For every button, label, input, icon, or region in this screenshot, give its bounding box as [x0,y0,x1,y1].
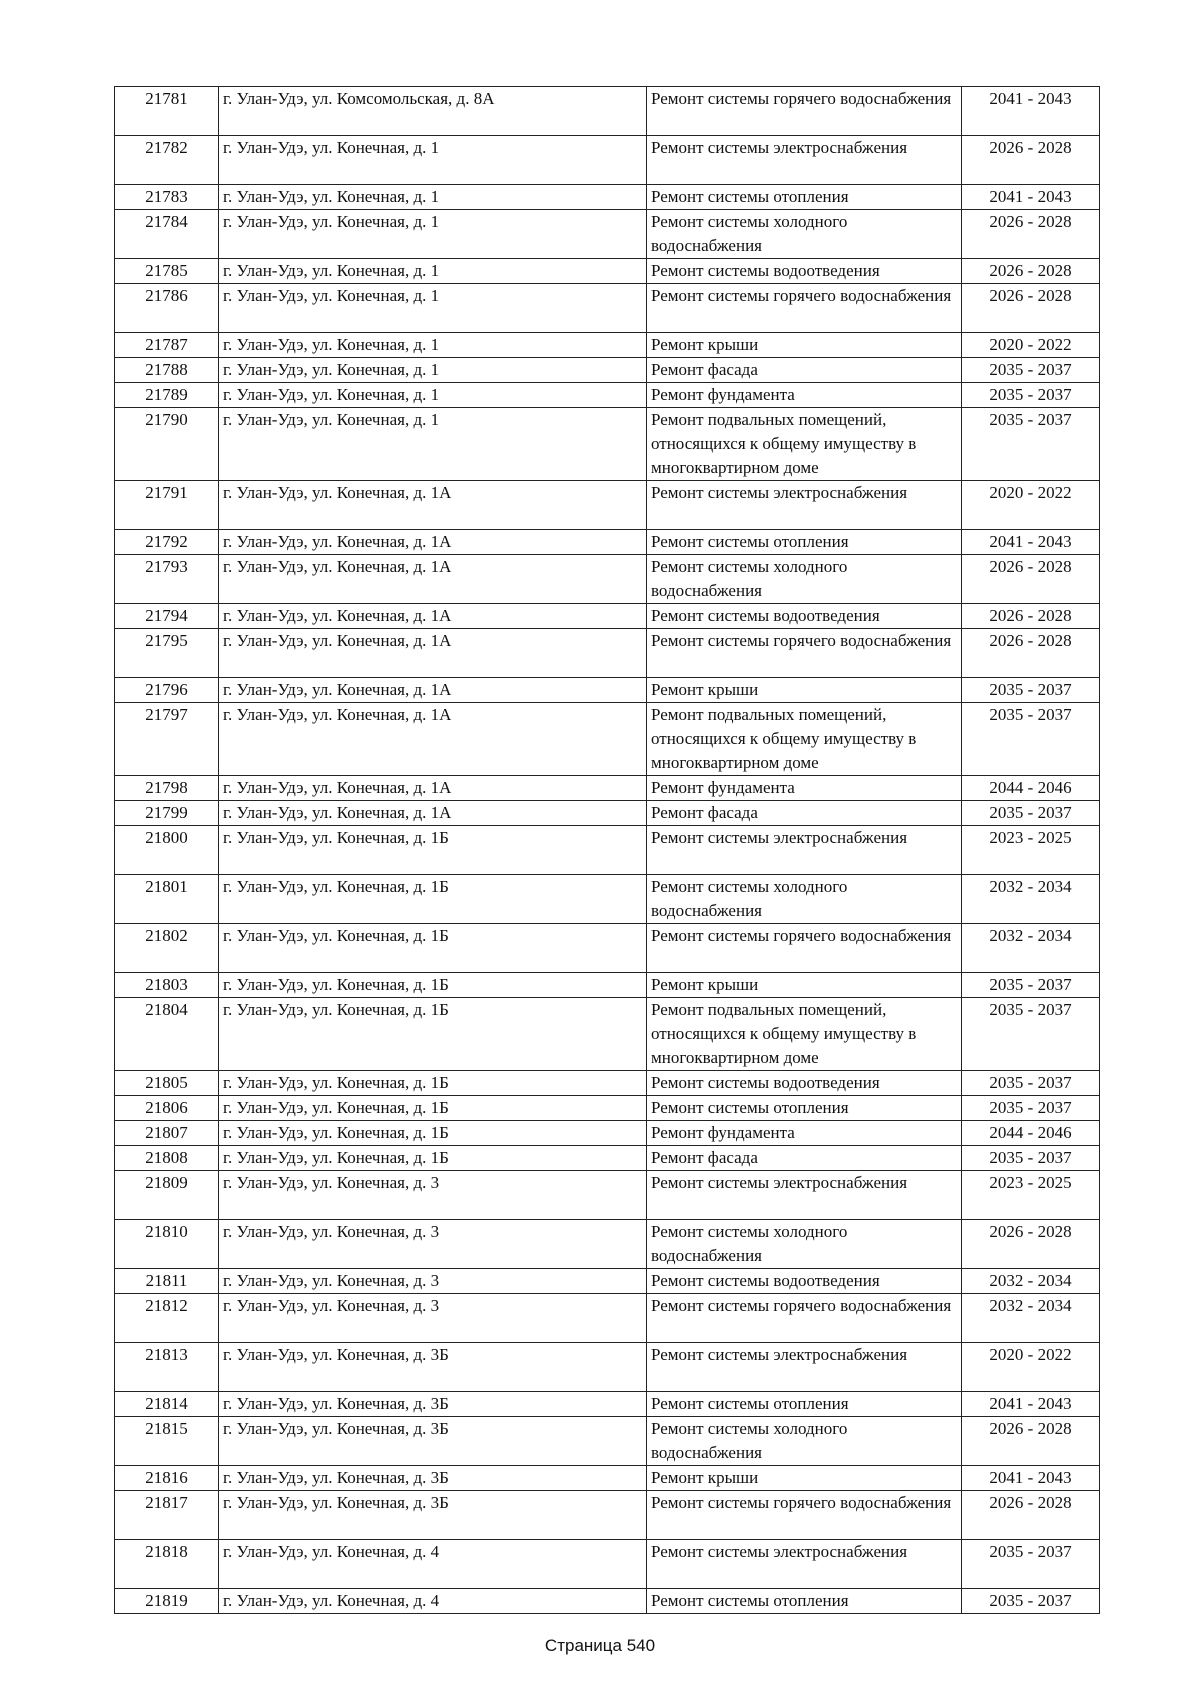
table-body [115,87,1100,1614]
row-number: 21800 [115,826,219,875]
table-row [115,1146,1100,1171]
row-number: 21790 [115,408,219,481]
period-cell: 2023 - 2025 [962,1171,1100,1220]
work-type-cell: Ремонт системы электроснабжения [647,1171,962,1220]
address-cell: г. Улан-Удэ, ул. Конечная, д. 1А [219,629,647,678]
address-cell: г. Улан-Удэ, ул. Конечная, д. 1Б [219,1071,647,1096]
page-number: Страница 540 [544,1636,656,1655]
work-type-cell: Ремонт подвальных помещений, относящихся к общему имуществу в многоквартирном доме [647,408,962,481]
period-cell: 2032 - 2034 [962,1294,1100,1343]
period-cell: 2032 - 2034 [962,875,1100,924]
address-cell: г. Улан-Удэ, ул. Конечная, д. 1 [219,210,647,259]
table-row [115,678,1100,703]
work-type-cell: Ремонт системы горячего водоснабжения [647,284,962,333]
work-type-cell: Ремонт системы отопления [647,185,962,210]
work-type-cell: Ремонт системы электроснабжения [647,481,962,530]
work-type-cell: Ремонт системы электроснабжения [647,826,962,875]
row-number: 21815 [115,1417,219,1466]
address-cell: г. Улан-Удэ, ул. Конечная, д. 1А [219,801,647,826]
row-number: 21799 [115,801,219,826]
table-row [115,185,1100,210]
address-cell: г. Улан-Удэ, ул. Конечная, д. 1 [219,333,647,358]
work-type-cell: Ремонт фундамента [647,776,962,801]
period-cell: 2020 - 2022 [962,1343,1100,1392]
row-number: 21804 [115,998,219,1071]
row-number: 21792 [115,530,219,555]
period-cell: 2026 - 2028 [962,210,1100,259]
table-row [115,87,1100,136]
row-number: 21812 [115,1294,219,1343]
work-type-cell: Ремонт системы водоотведения [647,1269,962,1294]
work-type-cell: Ремонт системы холодного водоснабжения [647,875,962,924]
address-cell: г. Улан-Удэ, ул. Конечная, д. 3Б [219,1466,647,1491]
period-cell: 2026 - 2028 [962,1417,1100,1466]
table-row [115,604,1100,629]
work-type-cell: Ремонт системы отопления [647,1589,962,1614]
address-cell: г. Улан-Удэ, ул. Конечная, д. 1Б [219,1096,647,1121]
period-cell: 2020 - 2022 [962,333,1100,358]
address-cell: г. Улан-Удэ, ул. Конечная, д. 1А [219,604,647,629]
table-row [115,1294,1100,1343]
address-cell: г. Улан-Удэ, ул. Конечная, д. 1 [219,358,647,383]
period-cell: 2035 - 2037 [962,801,1100,826]
row-number: 21819 [115,1589,219,1614]
period-cell: 2026 - 2028 [962,629,1100,678]
row-number: 21806 [115,1096,219,1121]
work-type-cell: Ремонт фундамента [647,383,962,408]
work-type-cell: Ремонт системы горячего водоснабжения [647,1491,962,1540]
address-cell: г. Улан-Удэ, ул. Конечная, д. 4 [219,1540,647,1589]
period-cell: 2044 - 2046 [962,1121,1100,1146]
work-type-cell: Ремонт системы холодного водоснабжения [647,210,962,259]
row-number: 21803 [115,973,219,998]
period-cell: 2026 - 2028 [962,136,1100,185]
work-type-cell: Ремонт системы холодного водоснабжения [647,1220,962,1269]
row-number: 21805 [115,1071,219,1096]
address-cell: г. Улан-Удэ, ул. Конечная, д. 1Б [219,973,647,998]
address-cell: г. Улан-Удэ, ул. Комсомольская, д. 8А [219,87,647,136]
table-row [115,776,1100,801]
work-type-cell: Ремонт фундамента [647,1121,962,1146]
table-row [115,1121,1100,1146]
work-type-cell: Ремонт подвальных помещений, относящихся к общему имуществу в многоквартирном доме [647,703,962,776]
row-number: 21788 [115,358,219,383]
work-type-cell: Ремонт системы электроснабжения [647,1343,962,1392]
address-cell: г. Улан-Удэ, ул. Конечная, д. 3Б [219,1392,647,1417]
period-cell: 2041 - 2043 [962,1392,1100,1417]
period-cell: 2044 - 2046 [962,776,1100,801]
row-number: 21807 [115,1121,219,1146]
work-type-cell: Ремонт системы отопления [647,530,962,555]
work-type-cell: Ремонт системы холодного водоснабжения [647,1417,962,1466]
table-row [115,1540,1100,1589]
table-row [115,629,1100,678]
table-row [115,703,1100,776]
period-cell: 2026 - 2028 [962,1220,1100,1269]
row-number: 21808 [115,1146,219,1171]
address-cell: г. Улан-Удэ, ул. Конечная, д. 1Б [219,1121,647,1146]
work-type-cell: Ремонт крыши [647,678,962,703]
table-row [115,1269,1100,1294]
row-number: 21813 [115,1343,219,1392]
row-number: 21784 [115,210,219,259]
row-number: 21811 [115,1269,219,1294]
row-number: 21801 [115,875,219,924]
table-row [115,973,1100,998]
period-cell: 2032 - 2034 [962,1269,1100,1294]
table-row [115,875,1100,924]
address-cell: г. Улан-Удэ, ул. Конечная, д. 1А [219,678,647,703]
repair-schedule-table [114,86,1100,1614]
period-cell: 2026 - 2028 [962,1491,1100,1540]
address-cell: г. Улан-Удэ, ул. Конечная, д. 3Б [219,1491,647,1540]
row-number: 21818 [115,1540,219,1589]
address-cell: г. Улан-Удэ, ул. Конечная, д. 1А [219,530,647,555]
work-type-cell: Ремонт системы горячего водоснабжения [647,629,962,678]
row-number: 21817 [115,1491,219,1540]
work-type-cell: Ремонт системы горячего водоснабжения [647,1294,962,1343]
work-type-cell: Ремонт фасада [647,801,962,826]
row-number: 21793 [115,555,219,604]
row-number: 21810 [115,1220,219,1269]
table-row [115,1589,1100,1614]
table-row [115,998,1100,1071]
address-cell: г. Улан-Удэ, ул. Конечная, д. 3 [219,1171,647,1220]
address-cell: г. Улан-Удэ, ул. Конечная, д. 1Б [219,924,647,973]
row-number: 21814 [115,1392,219,1417]
work-type-cell: Ремонт крыши [647,973,962,998]
table-row [115,530,1100,555]
row-number: 21783 [115,185,219,210]
period-cell: 2035 - 2037 [962,1540,1100,1589]
work-type-cell: Ремонт крыши [647,1466,962,1491]
work-type-cell: Ремонт системы водоотведения [647,1071,962,1096]
address-cell: г. Улан-Удэ, ул. Конечная, д. 1 [219,136,647,185]
row-number: 21782 [115,136,219,185]
work-type-cell: Ремонт системы отопления [647,1096,962,1121]
table-row [115,1417,1100,1466]
table-row [115,1392,1100,1417]
work-type-cell: Ремонт системы горячего водоснабжения [647,87,962,136]
work-type-cell: Ремонт системы электроснабжения [647,1540,962,1589]
row-number: 21802 [115,924,219,973]
table-row [115,358,1100,383]
table-row [115,210,1100,259]
address-cell: г. Улан-Удэ, ул. Конечная, д. 1 [219,383,647,408]
work-type-cell: Ремонт системы отопления [647,1392,962,1417]
period-cell: 2032 - 2034 [962,924,1100,973]
table-row [115,826,1100,875]
row-number: 21797 [115,703,219,776]
address-cell: г. Улан-Удэ, ул. Конечная, д. 3Б [219,1343,647,1392]
row-number: 21786 [115,284,219,333]
table-row [115,284,1100,333]
address-cell: г. Улан-Удэ, ул. Конечная, д. 1А [219,555,647,604]
period-cell: 2035 - 2037 [962,1071,1100,1096]
table-row [115,136,1100,185]
address-cell: г. Улан-Удэ, ул. Конечная, д. 1Б [219,1146,647,1171]
table-row [115,1096,1100,1121]
period-cell: 2026 - 2028 [962,604,1100,629]
row-number: 21794 [115,604,219,629]
period-cell: 2035 - 2037 [962,383,1100,408]
address-cell: г. Улан-Удэ, ул. Конечная, д. 1А [219,776,647,801]
period-cell: 2035 - 2037 [962,998,1100,1071]
table-row [115,259,1100,284]
work-type-cell: Ремонт системы водоотведения [647,604,962,629]
table-row [115,333,1100,358]
work-type-cell: Ремонт системы электроснабжения [647,136,962,185]
work-type-cell: Ремонт фасада [647,1146,962,1171]
address-cell: г. Улан-Удэ, ул. Конечная, д. 3 [219,1269,647,1294]
period-cell: 2035 - 2037 [962,973,1100,998]
table-row [115,408,1100,481]
period-cell: 2035 - 2037 [962,358,1100,383]
table-row [115,555,1100,604]
address-cell: г. Улан-Удэ, ул. Конечная, д. 3 [219,1294,647,1343]
row-number: 21781 [115,87,219,136]
period-cell: 2035 - 2037 [962,1146,1100,1171]
table-row [115,1491,1100,1540]
row-number: 21798 [115,776,219,801]
row-number: 21787 [115,333,219,358]
row-number: 21789 [115,383,219,408]
row-number: 21796 [115,678,219,703]
table-row [115,1466,1100,1491]
address-cell: г. Улан-Удэ, ул. Конечная, д. 1А [219,703,647,776]
table-row [115,924,1100,973]
address-cell: г. Улан-Удэ, ул. Конечная, д. 1Б [219,875,647,924]
address-cell: г. Улан-Удэ, ул. Конечная, д. 3Б [219,1417,647,1466]
address-cell: г. Улан-Удэ, ул. Конечная, д. 1А [219,481,647,530]
table-row [115,481,1100,530]
row-number: 21809 [115,1171,219,1220]
table-row [115,1220,1100,1269]
period-cell: 2041 - 2043 [962,87,1100,136]
address-cell: г. Улан-Удэ, ул. Конечная, д. 3 [219,1220,647,1269]
period-cell: 2035 - 2037 [962,408,1100,481]
period-cell: 2026 - 2028 [962,284,1100,333]
period-cell: 2041 - 2043 [962,530,1100,555]
address-cell: г. Улан-Удэ, ул. Конечная, д. 4 [219,1589,647,1614]
period-cell: 2020 - 2022 [962,481,1100,530]
work-type-cell: Ремонт системы горячего водоснабжения [647,924,962,973]
period-cell: 2035 - 2037 [962,1589,1100,1614]
period-cell: 2035 - 2037 [962,1096,1100,1121]
table-row [115,1343,1100,1392]
row-number: 21785 [115,259,219,284]
table-row [115,1071,1100,1096]
address-cell: г. Улан-Удэ, ул. Конечная, д. 1Б [219,998,647,1071]
period-cell: 2023 - 2025 [962,826,1100,875]
work-type-cell: Ремонт подвальных помещений, относящихся к общему имуществу в многоквартирном доме [647,998,962,1071]
table-row [115,801,1100,826]
period-cell: 2035 - 2037 [962,703,1100,776]
period-cell: 2026 - 2028 [962,259,1100,284]
row-number: 21816 [115,1466,219,1491]
work-type-cell: Ремонт системы водоотведения [647,259,962,284]
period-cell: 2026 - 2028 [962,555,1100,604]
table-row [115,383,1100,408]
period-cell: 2041 - 2043 [962,185,1100,210]
address-cell: г. Улан-Удэ, ул. Конечная, д. 1 [219,408,647,481]
work-type-cell: Ремонт фасада [647,358,962,383]
address-cell: г. Улан-Удэ, ул. Конечная, д. 1Б [219,826,647,875]
address-cell: г. Улан-Удэ, ул. Конечная, д. 1 [219,185,647,210]
work-type-cell: Ремонт системы холодного водоснабжения [647,555,962,604]
address-cell: г. Улан-Удэ, ул. Конечная, д. 1 [219,284,647,333]
table-row [115,1171,1100,1220]
address-cell: г. Улан-Удэ, ул. Конечная, д. 1 [219,259,647,284]
row-number: 21795 [115,629,219,678]
period-cell: 2041 - 2043 [962,1466,1100,1491]
period-cell: 2035 - 2037 [962,678,1100,703]
work-type-cell: Ремонт крыши [647,333,962,358]
row-number: 21791 [115,481,219,530]
